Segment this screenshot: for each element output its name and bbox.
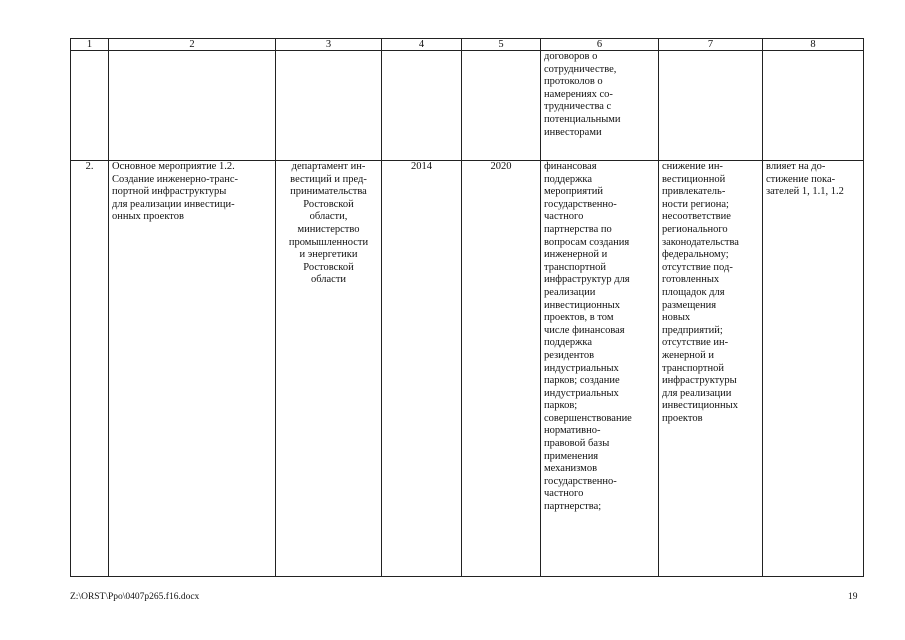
- text-line: инфраструктур для: [544, 274, 630, 286]
- cont-cell-8: [763, 51, 864, 161]
- text-line: размещения: [662, 299, 717, 311]
- text-line: вопросам создания: [544, 236, 630, 248]
- text-line: механизмов: [544, 463, 598, 475]
- text-line: индустриальных: [544, 362, 619, 374]
- text-line: готовленных: [662, 274, 720, 286]
- text-line: отсутствие под-: [662, 261, 733, 273]
- text-line: для реализации инвестици-: [112, 198, 235, 210]
- text-line: протоколов о: [544, 76, 603, 88]
- text-line: нормативно-: [544, 425, 601, 437]
- text-line: женерной и: [662, 349, 715, 361]
- text-line: реализации: [544, 286, 596, 298]
- text-line: новых: [662, 312, 691, 324]
- responsible-cell: [276, 161, 382, 577]
- cont-cell-5: [462, 51, 541, 161]
- text-line: частного: [544, 488, 584, 500]
- text-line: партнерства по: [544, 223, 612, 235]
- text-line: департамент ин-: [291, 161, 366, 172]
- page-number: 19: [848, 592, 858, 602]
- text-line: влияет на до-: [766, 161, 826, 172]
- measure-name-cell: [109, 161, 276, 577]
- text-line: области,: [309, 211, 348, 223]
- header-cell-1: 1: [71, 39, 109, 51]
- cont-cell-7: [659, 51, 763, 161]
- text-line: принимательства: [290, 186, 367, 198]
- text-line: Создание инженерно-транс-: [112, 173, 239, 185]
- text-line: парков;: [544, 400, 578, 412]
- text-line: резидентов: [544, 349, 595, 361]
- text-line: инвестиционных: [662, 400, 738, 412]
- risks-cell: [659, 161, 763, 577]
- header-cell-2: 2: [109, 39, 276, 51]
- text-line: государственно-: [544, 475, 617, 487]
- header-cell-4: 4: [382, 39, 462, 51]
- text-line: финансовая: [544, 161, 597, 172]
- text-line: привлекатель-: [662, 186, 726, 198]
- end-year-cell: 2020: [462, 161, 541, 577]
- text-line: онных проектов: [112, 211, 184, 223]
- header-cell-6: 6: [541, 39, 659, 51]
- cont-cell-3: [276, 51, 382, 161]
- start-year-cell: 2014: [382, 161, 462, 577]
- text-line: мероприятий: [544, 186, 603, 198]
- cont-cell-2: [109, 51, 276, 161]
- text-line: области: [310, 274, 347, 286]
- text-line: проектов, в том: [544, 312, 614, 324]
- text-line: регионального: [662, 223, 728, 235]
- text-line: инвестиционных: [544, 299, 620, 311]
- cont-cell-4: [382, 51, 462, 161]
- text-line: транспортной: [544, 261, 606, 273]
- text-line: законодательства: [662, 236, 739, 248]
- column-number-row: [71, 39, 864, 51]
- text-line: инфраструктуры: [662, 375, 737, 387]
- text-line: транспортной: [662, 362, 724, 374]
- text-line: вестиционной: [662, 173, 726, 185]
- text-line: портной инфраструктуры: [112, 186, 227, 198]
- row-number: 2.: [71, 161, 109, 577]
- text-line: промышленности: [288, 236, 369, 248]
- text-line: несоответствие: [662, 211, 731, 223]
- text-line: Ростовской: [303, 261, 354, 273]
- text-line: Ростовской: [303, 198, 354, 210]
- text-line: вестиций и пред-: [290, 173, 367, 185]
- indicators-link-cell: [763, 161, 864, 577]
- text-line: индустриальных: [544, 387, 619, 399]
- table-row-measure-1-2: [71, 161, 864, 577]
- text-line: зателей 1, 1.1, 1.2: [766, 186, 844, 198]
- text-line: намерениях со-: [544, 88, 613, 100]
- header-cell-3: 3: [276, 39, 382, 51]
- cont-cell-1: [71, 51, 109, 161]
- text-line: проектов: [662, 412, 703, 424]
- cont-cell-6: [541, 51, 659, 161]
- text-line: сотрудничестве,: [544, 63, 617, 75]
- header-cell-8: 8: [763, 39, 864, 51]
- text-line: площадок для: [662, 286, 725, 298]
- text-line: партнерства;: [544, 501, 602, 513]
- text-line: трудничества с: [544, 101, 612, 113]
- text-line: ности региона;: [662, 198, 729, 210]
- text-line: поддержка: [544, 173, 593, 185]
- text-line: Основное мероприятие 1.2.: [112, 161, 235, 172]
- text-line: министерство: [297, 223, 360, 235]
- expected-result-cell: [541, 161, 659, 577]
- text-line: потенциальными: [544, 113, 621, 125]
- text-line: государственно-: [544, 198, 617, 210]
- text-line: инвесторами: [544, 126, 602, 138]
- program-table: [70, 38, 864, 577]
- text-line: поддержка: [544, 337, 593, 349]
- text-line: парков; создание: [544, 375, 620, 387]
- text-line: стижение пока-: [766, 173, 836, 185]
- footer-file-path: Z:\ORST\Ppo\0407p265.f16.docx: [70, 592, 200, 602]
- text-line: числе финансовая: [544, 324, 625, 336]
- text-line: инженерной и: [544, 249, 608, 261]
- text-line: правовой базы: [544, 438, 610, 450]
- text-line: снижение ин-: [662, 161, 723, 172]
- header-cell-5: 5: [462, 39, 541, 51]
- table-row-continuation: [71, 51, 864, 161]
- text-line: совершенствование: [544, 412, 632, 424]
- text-line: частного: [544, 211, 584, 223]
- text-line: применения: [544, 450, 599, 462]
- text-line: и энергетики: [299, 249, 358, 261]
- text-line: для реализации: [662, 387, 732, 399]
- text-line: договоров о: [544, 51, 598, 62]
- text-line: предприятий;: [662, 324, 723, 336]
- header-cell-7: 7: [659, 39, 763, 51]
- text-line: отсутствие ин-: [662, 337, 729, 349]
- text-line: федеральному;: [662, 249, 729, 261]
